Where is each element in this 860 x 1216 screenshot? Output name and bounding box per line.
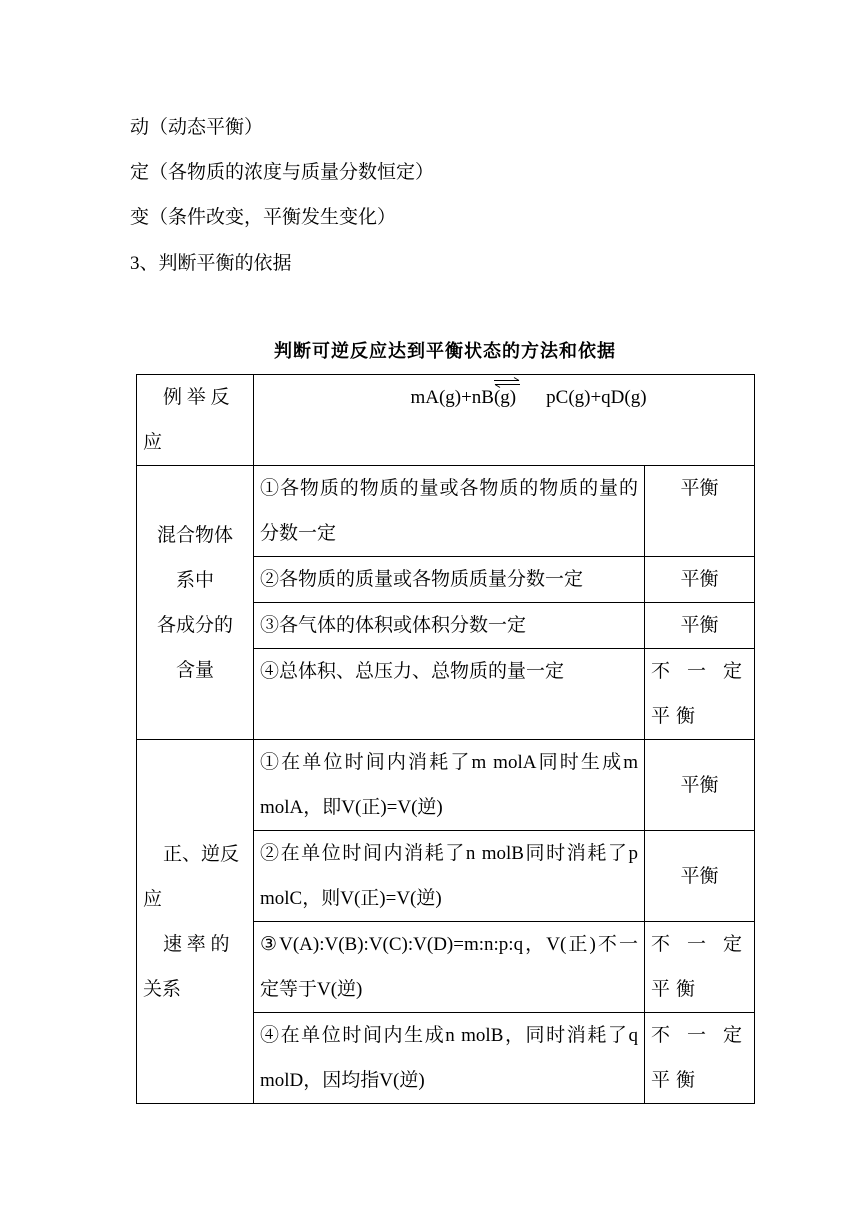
group2-condition-4: ④在单位时间内生成n molB，同时消耗了q molD，因均指V(逆) xyxy=(254,1013,645,1104)
intro-line-fixed: 定（各物质的浓度与质量分数恒定） xyxy=(130,162,435,183)
example-equation-cell xyxy=(254,375,755,466)
group2-label-line3: 速 率 的 xyxy=(163,933,230,955)
equation-products: pC(g)+qD(g) xyxy=(546,387,647,408)
table-row xyxy=(137,466,755,557)
equation-reactants: mA(g)+nB(g) xyxy=(410,387,517,408)
group1-label-cell xyxy=(137,466,254,740)
group1-result-3: 平衡 xyxy=(645,603,755,649)
group1-condition-3: ③各气体的体积或体积分数一定 xyxy=(254,603,645,649)
group1-condition-4: ④总体积、总压力、总物质的量一定 xyxy=(254,649,645,740)
intro-line-criteria-heading: 3、判断平衡的依据 xyxy=(130,253,292,274)
group1-label-line2: 系中 xyxy=(175,569,214,591)
intro-line-dynamic: 动（动态平衡） xyxy=(130,117,264,138)
example-label-cell xyxy=(137,375,254,466)
group2-condition-3: ③V(A):V(B):V(C):V(D)=m:n:p:q，V(正)不一定等于V(逆) xyxy=(254,922,645,1013)
table-row xyxy=(137,740,755,831)
group2-result-4: 不一定平衡 xyxy=(645,1013,755,1104)
group2-condition-2: ②在单位时间内消耗了n molB同时消耗了p molC，则V(正)=V(逆) xyxy=(254,831,645,922)
group1-label-line1: 混合物体 xyxy=(156,524,233,546)
group2-label-line2: 应 xyxy=(143,888,163,910)
group1-condition-1: ①各物质的物质的量或各物质的物质的量的分数一定 xyxy=(254,466,645,557)
group1-result-1: 平衡 xyxy=(645,466,755,557)
group1-label-line3: 各成分的 xyxy=(156,614,233,636)
table-row xyxy=(137,375,755,466)
group1-result-2: 平衡 xyxy=(645,557,755,603)
example-label-line1: 例 举 反 xyxy=(163,387,230,408)
group2-condition-1: ①在单位时间内消耗了m molA同时生成m molA，即V(正)=V(逆) xyxy=(254,740,645,831)
group2-label-cell xyxy=(137,740,254,1104)
group2-label-line1: 正、逆反 xyxy=(163,843,240,865)
equilibrium-criteria-table xyxy=(136,374,755,1104)
group1-condition-2: ②各物质的质量或各物质质量分数一定 xyxy=(254,557,645,603)
table-title: 判断可逆反应达到平衡状态的方法和依据 xyxy=(274,341,616,361)
intro-line-change: 变（条件改变，平衡发生变化） xyxy=(130,207,397,228)
group2-result-3: 不一定平衡 xyxy=(645,922,755,1013)
group2-label-line4: 关系 xyxy=(143,978,182,1000)
group2-result-2: 平衡 xyxy=(645,831,755,922)
example-label-line2: 应 xyxy=(143,432,163,453)
group1-result-4: 不一定平衡 xyxy=(645,649,755,740)
group1-label-line4: 含量 xyxy=(175,659,214,681)
group2-result-1: 平衡 xyxy=(645,740,755,831)
